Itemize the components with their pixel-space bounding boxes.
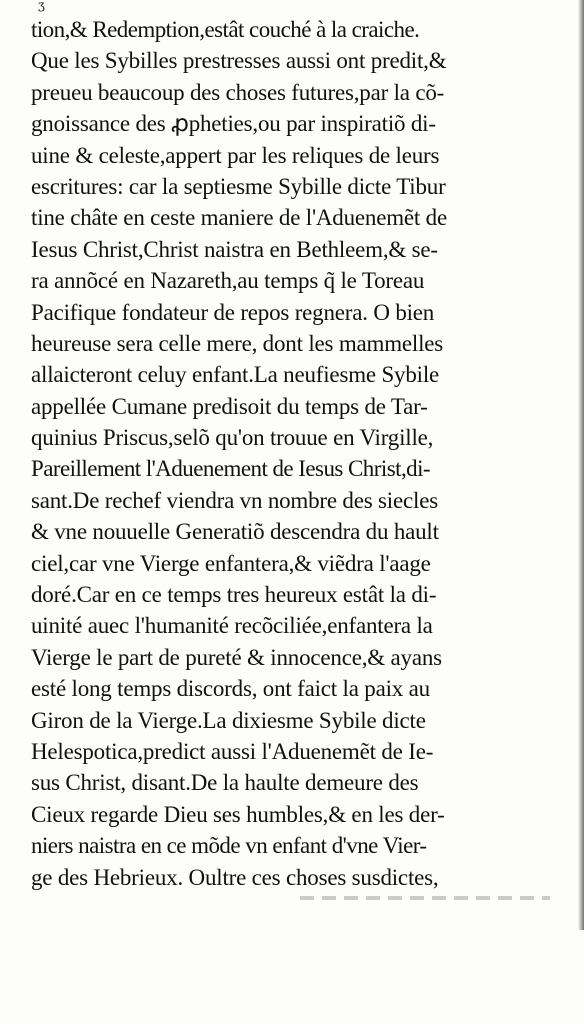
text-line: ra annõcé en Nazareth,au temps q̃ le Toreau	[31, 268, 425, 294]
text-line: & vne nouuelle Generatiõ descendra du hault	[31, 519, 439, 545]
bleed-through-smudge	[300, 896, 550, 900]
text-line: doré.Car en ce temps tres heureux estât la di-	[31, 582, 437, 608]
text-line: escritures: car la septiesme Sybille dicte Tibur	[31, 173, 446, 199]
text-line: Giron de la Vierge.La dixiesme Sybile dicte	[31, 707, 426, 733]
text-line: Cieux regarde Dieu ses humbles,& en les der-	[31, 801, 445, 827]
text-line: Iesus Christ,Christ naistra en Bethleem,& se-	[31, 236, 438, 262]
text-line: allaicteront celuy enfant.La neufiesme Sybile	[31, 362, 440, 388]
text-line: uine & celeste,appert par les reliques de leurs	[31, 142, 440, 168]
text-line: Vierge le part de pureté & innocence,& ayans	[31, 644, 442, 670]
text-line: Que les Sybilles prestresses aussi ont predit,&	[31, 48, 447, 74]
text-line: Pacifique fondateur de repos regnera. O bien	[31, 299, 435, 325]
text-line: quinius Priscus,selõ qu'on trouue en Virgille,	[31, 425, 434, 451]
text-line: esté long temps discords, ont faict la paix au	[31, 676, 430, 702]
text-line: gnoissance des ꝓpheties,ou par inspiratiõ di-	[31, 111, 436, 137]
page-corner-mark: ʒ	[38, 0, 45, 12]
text-line: sus Christ, disant.De la haulte demeure des	[31, 770, 419, 796]
text-line: heureuse sera celle mere, dont les mammelles	[31, 330, 444, 356]
text-line: sant.De rechef viendra vn nombre des siecles	[31, 487, 438, 513]
text-line: ciel,car vne Vierge enfantera,& viẽdra l'aage	[31, 550, 431, 576]
text-line: uinité auec l'humanité recõciliée,enfantera la	[31, 613, 433, 639]
text-line: appellée Cumane predisoit du temps de Tar-	[31, 393, 428, 419]
text-line: Pareillement l'Aduenement de Iesus Christ,di-	[31, 456, 431, 482]
page-gutter-shadow	[578, 0, 584, 930]
text-line: preueu beaucoup des choses futures,par la cõ-	[31, 79, 445, 105]
text-line: Helespotica,predict aussi l'Aduenemẽt de Ie-	[31, 738, 434, 764]
text-line: ge des Hebrieux. Oultre ces choses susdictes,	[31, 864, 439, 890]
text-line: niers naistra en ce mõde vn enfant d'vne Vier-	[31, 833, 427, 859]
body-text	[31, 14, 571, 893]
text-line: tine châte en ceste maniere de l'Aduenemẽt de	[31, 205, 447, 231]
text-line: tion,& Redemption,estât couché à la craiche.	[31, 17, 420, 42]
